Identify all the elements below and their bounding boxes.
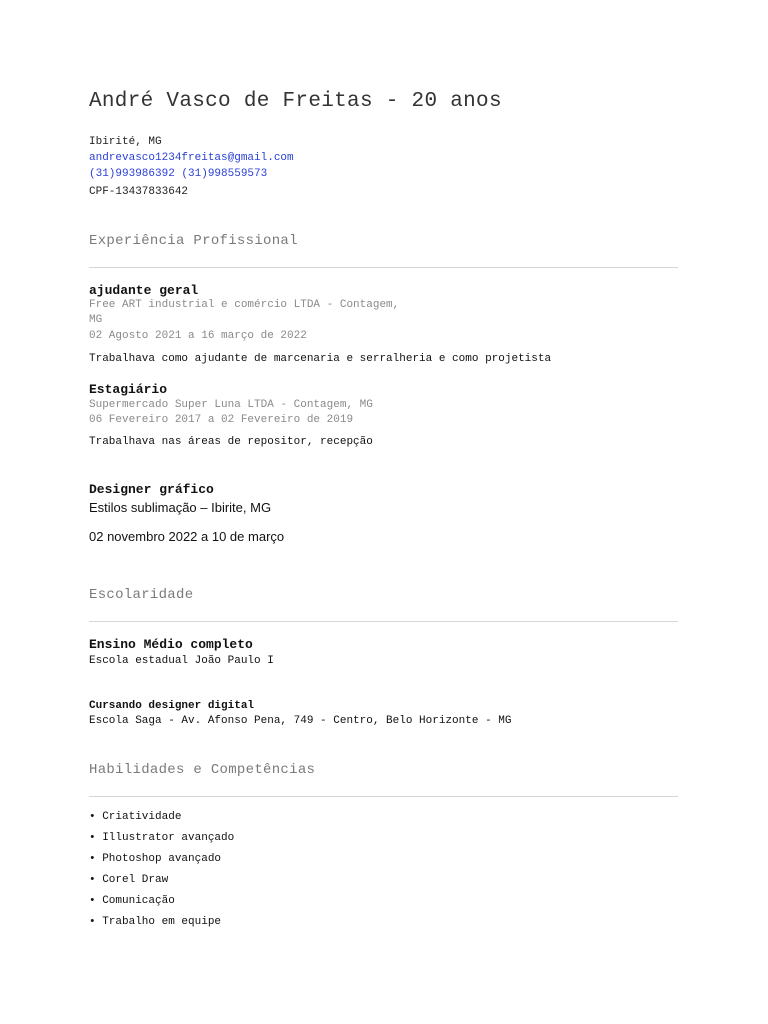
skill-item: • Comunicação xyxy=(89,895,175,907)
job-company-continued: MG xyxy=(89,314,103,326)
education-section-title: Escolaridade xyxy=(89,587,194,603)
contact-phones-link[interactable]: (31)993986392 (31)998559573 xyxy=(89,168,268,180)
job-company: Estilos sublimação – Ibirite, MG xyxy=(89,500,272,515)
experience-divider xyxy=(89,267,678,268)
job-title: ajudante geral xyxy=(89,283,199,298)
job-title: Designer gráfico xyxy=(89,482,214,497)
education-title: Cursando designer digital xyxy=(89,700,255,712)
education-title: Ensino Médio completo xyxy=(89,637,253,652)
skill-item: • Trabalho em equipe xyxy=(89,916,222,928)
job-title: Estagiário xyxy=(89,382,168,397)
skill-item: • Illustrator avançado xyxy=(89,832,235,844)
contact-city: Ibirité, MG xyxy=(89,136,162,148)
resume-name: André Vasco de Freitas - 20 anos xyxy=(89,90,502,113)
education-divider xyxy=(89,621,678,622)
job-company: Free ART industrial e comércio LTDA - Contagem, xyxy=(89,299,400,311)
job-period: 06 Fevereiro 2017 a 02 Fevereiro de 2019 xyxy=(89,414,354,426)
job-period: 02 Agosto 2021 a 16 março de 2022 xyxy=(89,330,307,342)
job-company: Supermercado Super Luna LTDA - Contagem, MG xyxy=(89,399,373,411)
skill-item: • Corel Draw xyxy=(89,874,169,886)
job-description: Trabalhava nas áreas de repositor, recepção xyxy=(89,436,373,448)
job-period: 02 novembro 2022 a 10 de março xyxy=(89,529,285,544)
job-description: Trabalhava como ajudante de marcenaria e serralheria e como projetista xyxy=(89,353,552,365)
education-school: Escola estadual João Paulo I xyxy=(89,655,274,667)
skill-item: • Photoshop avançado xyxy=(89,853,222,865)
contact-email-link[interactable]: andrevasco1234freitas@gmail.com xyxy=(89,152,294,164)
experience-section-title: Experiência Profissional xyxy=(89,233,298,249)
skill-item: • Criatividade xyxy=(89,811,182,823)
education-school: Escola Saga - Av. Afonso Pena, 749 - Centro, Belo Horizonte - MG xyxy=(89,715,512,727)
skills-divider xyxy=(89,796,678,797)
skills-section-title: Habilidades e Competências xyxy=(89,762,316,778)
contact-cpf: CPF-13437833642 xyxy=(89,186,189,198)
